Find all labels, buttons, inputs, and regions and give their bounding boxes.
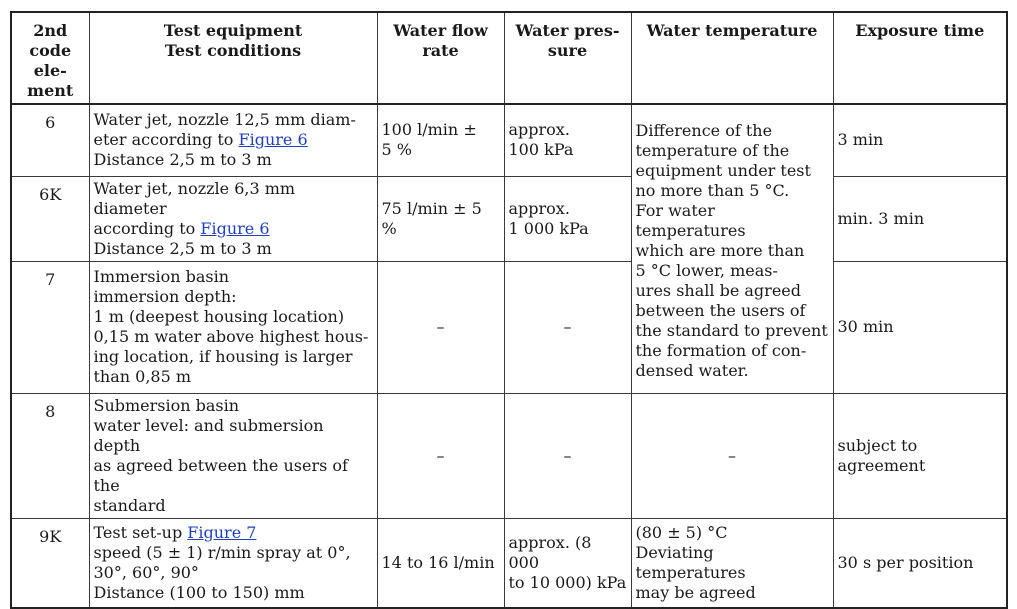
code-cell: 6 [11,104,89,176]
exposure-cell: 30 s per position [833,518,1007,608]
flow-cell: 14 to 16 l/min [377,518,504,608]
table-container [10,11,1008,609]
header-equipment: Test equipment Test conditions [89,12,377,104]
flow-cell: 100 l/min ± 5 % [377,104,504,176]
table-row [11,176,1007,261]
pressure-cell: approx. 100 kPa [504,104,631,176]
header-exposure: Exposure time [833,12,1007,104]
header-code: 2nd code ele- ment [11,12,89,104]
figure-link[interactable]: Figure 7 [187,522,257,542]
equipment-cell: Test set-up Figure 7 speed (5 ± 1) r/min spray at 0°, 30°, 60°, 90° Distance (100 to 150) mm [89,518,377,608]
exposure-cell: subject to agreement [833,393,1007,518]
water-test-table [10,11,1008,609]
header-pressure: Water pres- sure [504,12,631,104]
code-cell: 6K [11,176,89,261]
pressure-cell: approx. 1 000 kPa [504,176,631,261]
temperature-cell: – [631,393,833,518]
figure-link[interactable]: Figure 6 [200,218,270,238]
pressure-cell: – [504,261,631,393]
flow-cell: – [377,261,504,393]
pressure-cell: – [504,393,631,518]
equipment-cell: Submersion basin water level: and submersion depth as agreed between the users of the standard [89,393,377,518]
table-row [11,104,1007,176]
exposure-cell: 30 min [833,261,1007,393]
exposure-cell: 3 min [833,104,1007,176]
flow-cell: – [377,393,504,518]
header-flow: Water flow rate [377,12,504,104]
code-cell: 7 [11,261,89,393]
table-row [11,261,1007,393]
pressure-cell: approx. (8 000 to 10 000) kPa [504,518,631,608]
table-row [11,393,1007,518]
flow-cell: 75 l/min ± 5 % [377,176,504,261]
code-cell: 9K [11,518,89,608]
equipment-cell: Water jet, nozzle 6,3 mm diameter according to Figure 6 Distance 2,5 m to 3 m [89,176,377,261]
code-cell: 8 [11,393,89,518]
temperature-merged-cell: Difference of the temperature of the equipment under test no more than 5 °C. For water temperatures which are more than 5 °C lower, meas- ures shall be agreed between the users of the standard to prevent the formation of con- densed water. [631,104,833,393]
table-row [11,518,1007,608]
equipment-cell: Water jet, nozzle 12,5 mm diam- eter according to Figure 6 Distance 2,5 m to 3 m [89,104,377,176]
temperature-cell: (80 ± 5) °C Deviating temperatures may be agreed [631,518,833,608]
figure-link[interactable]: Figure 6 [238,130,308,150]
header-temperature: Water temperature [631,12,833,104]
header-row [11,12,1007,104]
equipment-cell: Immersion basin immersion depth: 1 m (deepest housing location) 0,15 m water above highest hous- ing location, if housing is larger than 0,85 m [89,261,377,393]
exposure-cell: min. 3 min [833,176,1007,261]
